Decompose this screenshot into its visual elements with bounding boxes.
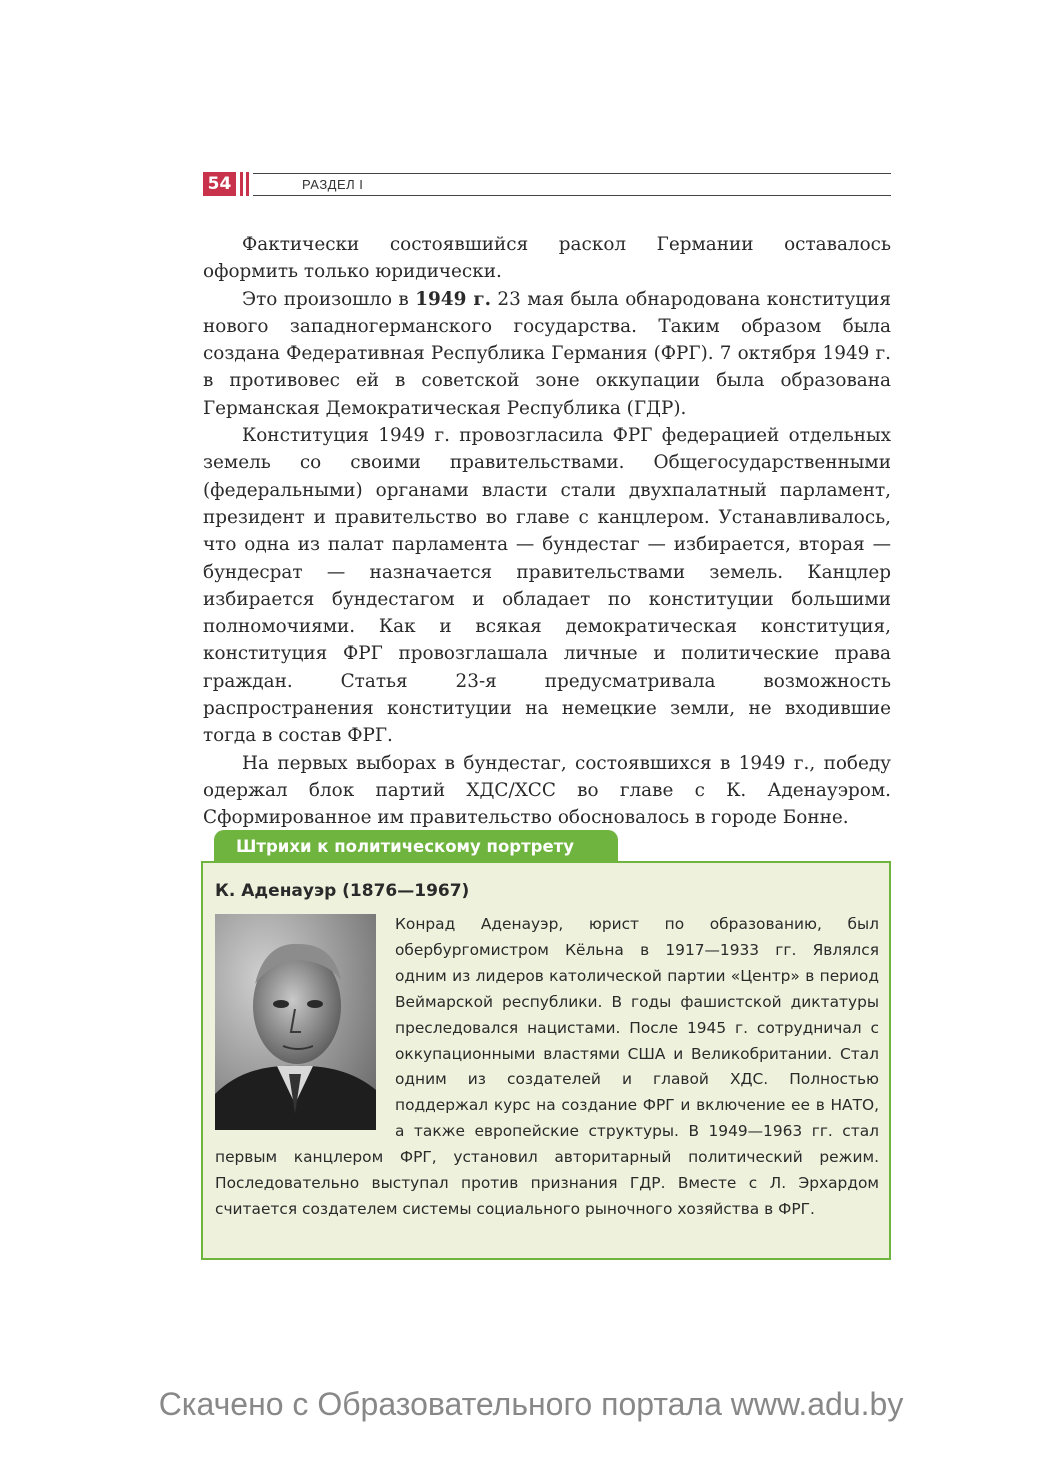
paragraph: На первых выборах в бундестаг, состоявшихся в 1949 г., победу одержал блок партий ХДС/ХСС во главе с К. Аденауэром. Сформированное им правительство обосновалось в городе Бонне. [203, 752, 891, 829]
watermark: Скачено с Образовательного портала www.adu.by [158, 1386, 904, 1422]
header-divider-bar [240, 172, 243, 196]
paragraph [203, 286, 891, 422]
portrait-box-tab: Штрихи к политическому портрету [214, 830, 618, 862]
page-header [203, 172, 891, 196]
paragraph-text: Это произошло в [242, 288, 416, 310]
page-number: 54 [203, 172, 236, 196]
section-title: РАЗДЕЛ I [302, 177, 364, 192]
header-rule-bottom [253, 195, 891, 196]
paragraph: Конституция 1949 г. провозгласила ФРГ федерацией отдельных земель со своими правительствами. Общегосударственными (федеральными) органами власти стали двухпалатный парламент, президент и правительство во главе с канцлером. Устанавливалось, что одна из палат парламента — бундестаг — избирается, вторая — бундесрат — назначается правительствами земель. Канцлер избирается бундестагом и обладает по конституции большими полномочиями. Как и всякая демократическая конституция, конституция ФРГ провозглашала личные и политические права граждан. Статья 23-я предусматривала возможность распространения конституции на немецкие земли, не входившие тогда в состав ФРГ. [203, 425, 891, 747]
paragraph: Фактически состоявшийся раскол Германии оставалось оформить только юридически. [203, 234, 891, 283]
highlighted-year: 1949 г. [415, 288, 491, 310]
portrait-title: К. Аденауэр (1876—1967) [215, 881, 470, 901]
header-divider-bar [246, 172, 249, 196]
main-text [203, 231, 891, 832]
portrait-box [201, 861, 891, 1260]
header-rule-top [253, 173, 891, 174]
portrait-description [215, 912, 879, 1223]
paragraph-text: 23 мая была обнародована конституция нового западногерманского государства. Таким образом была создана Федеративная Республика Германия (ФРГ). 7 октября 1949 г. в противовес ей в советской зоне оккупации была образована Германская Демократическая Республика (ГДР). [203, 288, 891, 419]
portrait-description-text: Конрад Аденауэр, юрист по образованию, был обербургомистром Кёльна в 1917—1933 гг. Являлся одним из лидеров католической партии «Центр» в период Веймарской республики. В годы фашистской диктатуры преследовался нацистами. После 1945 г. сотрудничал с оккупационными властями США и Великобритании. Стал одним из создателей и главой ХДС. Полностью поддержал курс на создание ФРГ и включение ее в НАТО, а также европейские структуры. В 1949—1963 гг. стал первым канцлером ФРГ, установил авторитарный политический режим. Последовательно выступал против признания ГДР. Вместе с Л. Эрхардом считается создателем системы социального рыночного хозяйства в ФРГ. [215, 915, 879, 1218]
